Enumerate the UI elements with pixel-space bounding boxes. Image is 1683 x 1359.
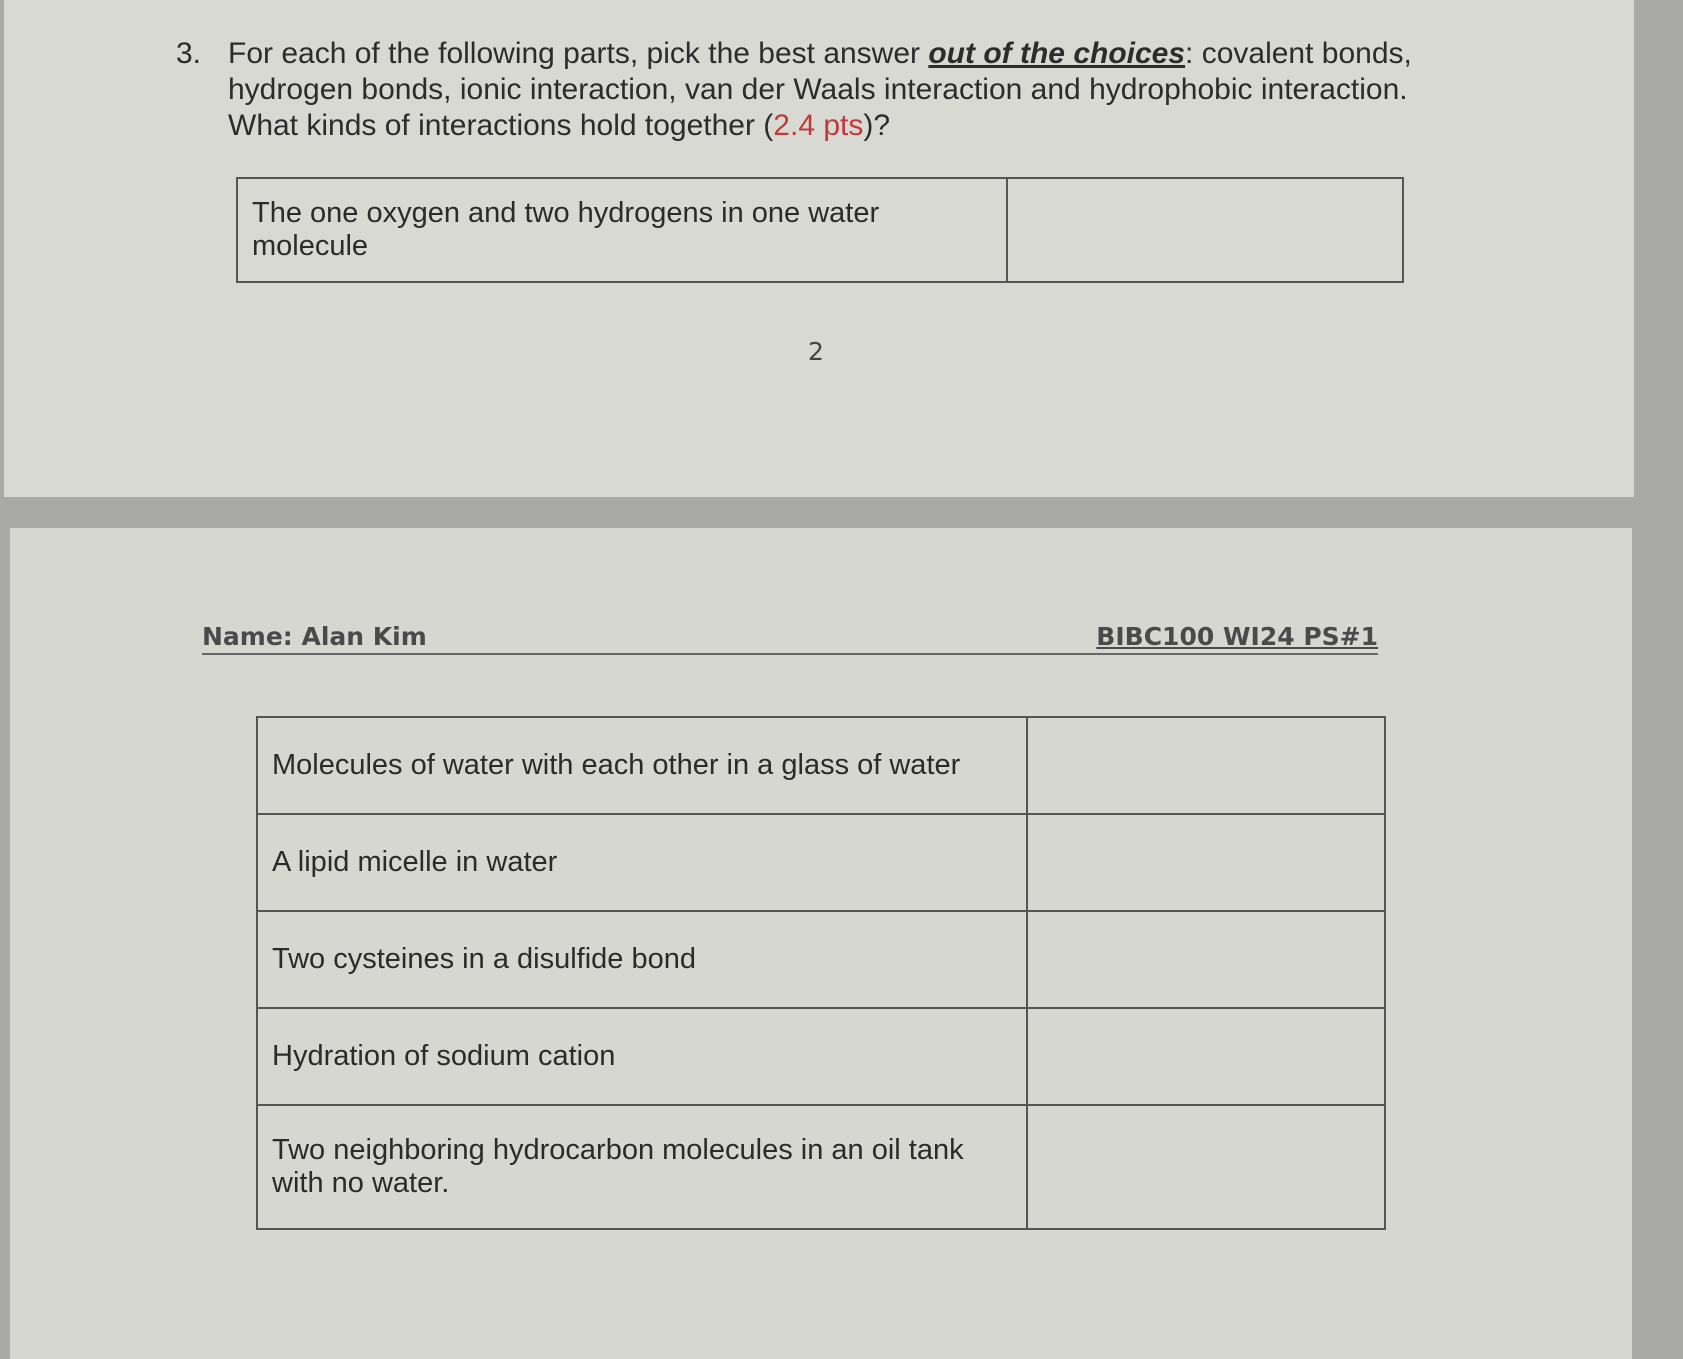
page-header bbox=[202, 622, 1378, 655]
question-choices: : covalent bonds, hydrogen bonds, ionic interaction, van der Waals interaction and hydrophobic interaction. What kinds of interactions hold together ( bbox=[228, 37, 1412, 142]
answer-cell[interactable] bbox=[1027, 717, 1385, 814]
student-name: Name: Alan Kim bbox=[202, 622, 427, 651]
prompt-cell: Two neighboring hydrocarbon molecules in an oil tank with no water. bbox=[257, 1105, 1027, 1229]
question-number: 3. bbox=[176, 37, 202, 70]
table-row bbox=[257, 814, 1385, 911]
prompt-cell: A lipid micelle in water bbox=[257, 814, 1027, 911]
answer-cell[interactable] bbox=[1027, 1008, 1385, 1105]
table-row bbox=[257, 1008, 1385, 1105]
course-id: BIBC100 WI24 PS#1 bbox=[1096, 622, 1378, 651]
prompt-cell: Two cysteines in a disulfide bond bbox=[257, 911, 1027, 1008]
question-points: 2.4 pts bbox=[773, 109, 864, 142]
answer-table-top bbox=[236, 177, 1404, 283]
question-emphasis: out of the choices bbox=[928, 37, 1186, 70]
answer-cell[interactable] bbox=[1007, 178, 1403, 282]
question-text-start: For each of the following parts, pick the best answer bbox=[228, 37, 929, 70]
answer-cell[interactable] bbox=[1027, 814, 1385, 911]
prompt-cell: Molecules of water with each other in a glass of water bbox=[257, 717, 1027, 814]
page-number: 2 bbox=[808, 337, 824, 366]
prompt-cell: The one oxygen and two hydrogens in one water molecule bbox=[237, 178, 1007, 282]
question-text bbox=[228, 36, 1458, 144]
prompt-cell: Hydration of sodium cation bbox=[257, 1008, 1027, 1105]
table-row bbox=[237, 178, 1403, 282]
question-end: )? bbox=[863, 109, 891, 142]
table-row bbox=[257, 911, 1385, 1008]
table-row bbox=[257, 717, 1385, 814]
answer-table-bottom bbox=[256, 716, 1386, 1230]
answer-cell[interactable] bbox=[1027, 911, 1385, 1008]
answer-cell[interactable] bbox=[1027, 1105, 1385, 1229]
table-row bbox=[257, 1105, 1385, 1229]
